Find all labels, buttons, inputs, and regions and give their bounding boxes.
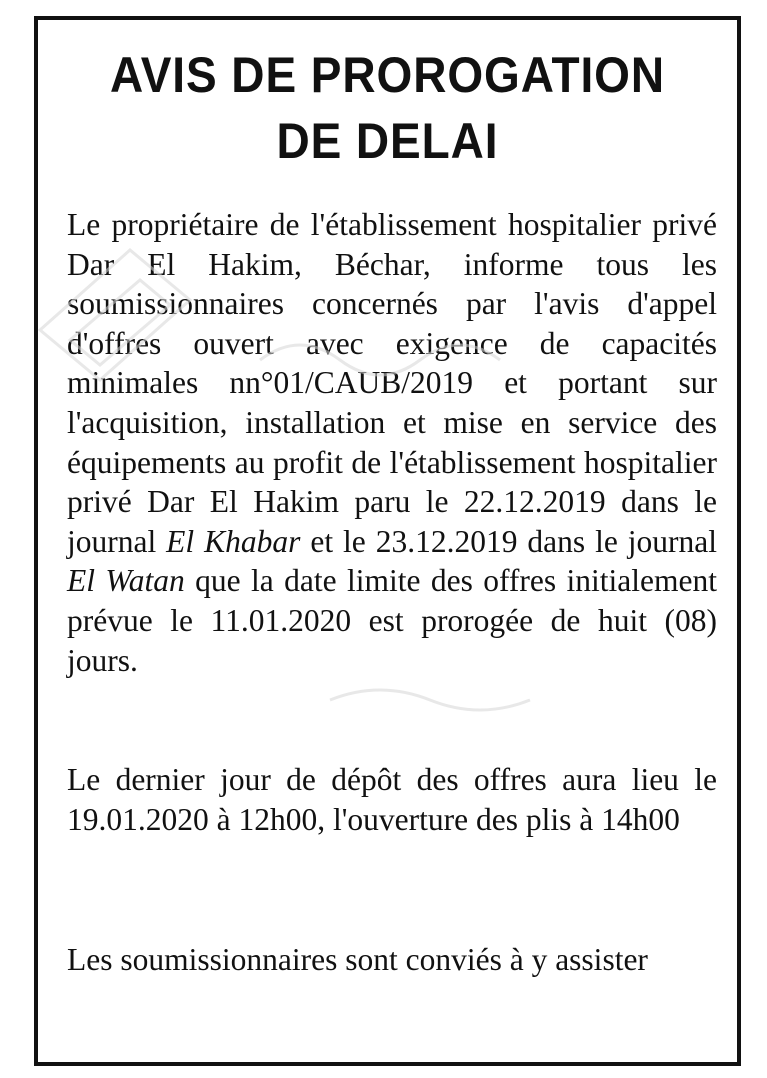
paragraph-announcement bbox=[67, 205, 717, 680]
newspaper-el-watan: El Watan bbox=[67, 563, 185, 599]
notice-title bbox=[66, 42, 709, 174]
paragraph-1-part-1: Le propriétaire de l'établissement hospitalier privé Dar El Hakim, Béchar, informe tous les soumissionnaires concernés par l'avis d'appel d'offres ouvert avec exigence de capacités minimales nn°01/CAUB/2019 et portant sur l'acquisition, installation et mise en service des équipements au profit de l'établissement hospitalier privé Dar El Hakim paru le 22.12.2019 dans le journal bbox=[67, 207, 717, 559]
newspaper-el-khabar: El Khabar bbox=[166, 523, 301, 559]
notice-frame bbox=[34, 16, 741, 1066]
title-line-1: AVIS DE PROROGATION bbox=[109, 47, 666, 103]
title-line-2: DE DELAI bbox=[276, 113, 499, 169]
paragraph-invitation: Les soumissionnaires sont conviés à y assister bbox=[67, 942, 648, 977]
paragraph-deadline: Le dernier jour de dépôt des offres aura lieu le 19.01.2020 à 12h00, l'ouverture des plis à 14h00 bbox=[67, 762, 717, 837]
paragraph-1-part-3: que la date limite des offres initialement prévue le 11.01.2020 est prorogée de huit (08) jours. bbox=[67, 563, 718, 678]
paragraph-1-part-2: et le 23.12.2019 dans le journal bbox=[300, 523, 717, 559]
